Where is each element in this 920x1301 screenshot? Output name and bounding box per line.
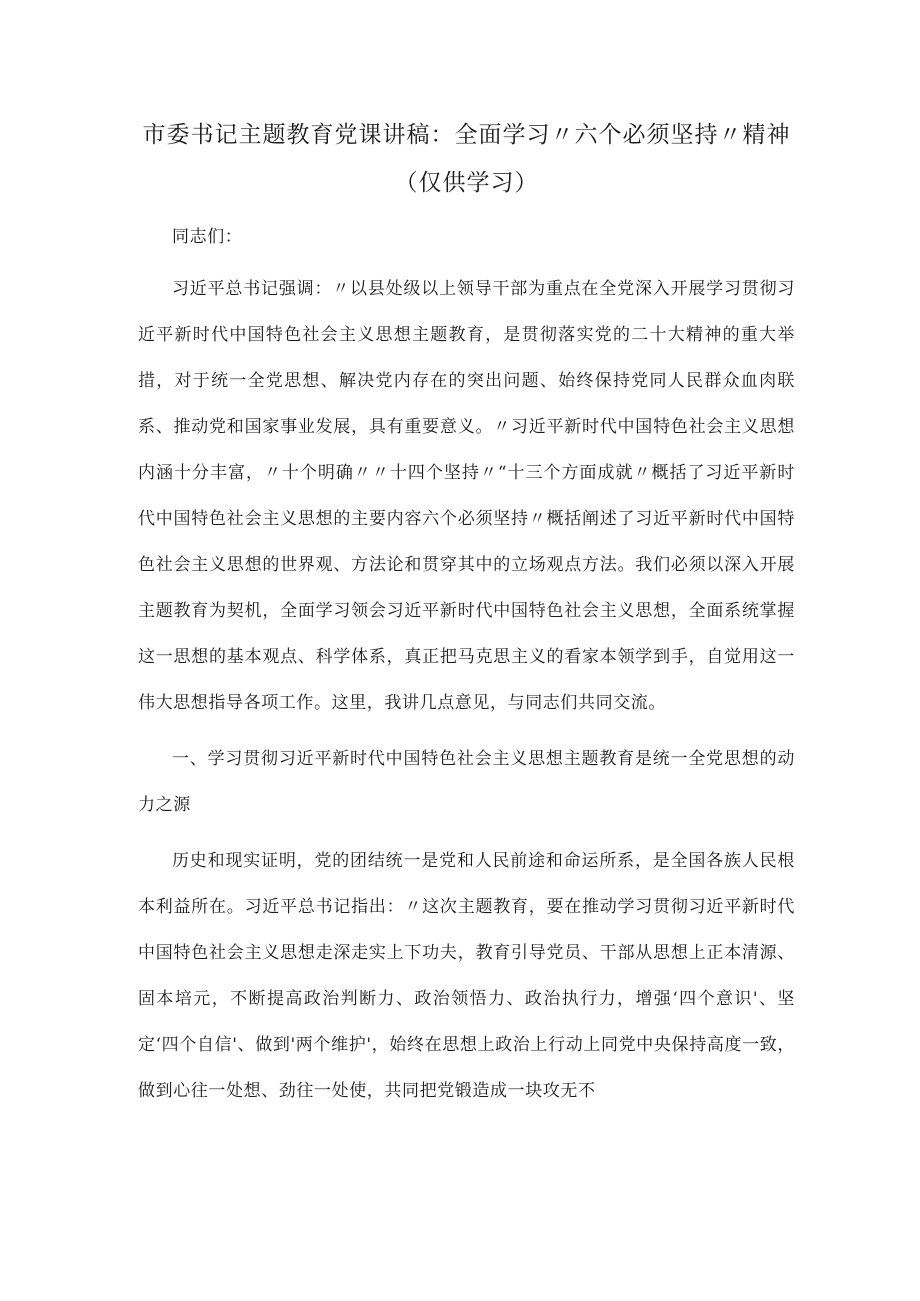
document-title: 市委书记主题教育党课讲稿：全面学习〃六个必须坚持〃精神 (142, 122, 791, 148)
paragraph-intro: 习近平总书记强调：〃以县处级以上领导干部为重点在全党深入开展学习贯彻习近平新时代中国特色社会主义思想主题教育，是贯彻落实党的二十大精神的重大举措，对于统一全党思想、解决党内存在的突出问题、始终保持党同人民群众血肉联系、推动党和国家事业发展，具有重要意义。〃习近平新时代中国特色社会主义思想内涵十分丰富，〃十个明确〃〃十四个坚持〃“十三个方面成就〃概括了习近平新时代中国特色社会主义思想的主要内容六个必须坚持〃概括阐述了习近平新时代中国特色社会主义思想的世界观、方法论和贯穿其中的立场观点方法。我们必须以深入开展主题教育为契机，全面学习领会习近平新时代中国特色社会主义思想，全面系统掌握这一思想的基本观点、科学体系，真正把马克思主义的看家本领学到手，自觉用这一伟大思想指导各项工作。这里，我讲几点意见，与同志们共同交流。 (138, 279, 795, 713)
section-heading-1: 一、学习贯彻习近平新时代中国特色社会主义思想主题教育是统一全党思想的动力之源 (138, 749, 795, 815)
salutation: 同志们： (172, 227, 243, 247)
paragraph-body: 历史和现实证明，党的团结统一是党和人民前途和命运所系，是全国各族人民根本利益所在。习近平总书记指出：〃这次主题教育，要在推动学习贯彻习近平新时代中国特色社会主义思想走深走实上下功夫，教育引导党员、干部从思想上正本清源、固本培元，不断提高政治判断力、政治领悟力、政治执行力，增强‘四个意识'、坚定‘四个自信'、做到'两个维护'，始终在思想上政治上行动上同党中央保持高度一致，做到心往一处想、劲往一处使，共同把党锻造成一块攻无不 (138, 851, 795, 1101)
document-subtitle: （仅供学习） (394, 170, 539, 196)
